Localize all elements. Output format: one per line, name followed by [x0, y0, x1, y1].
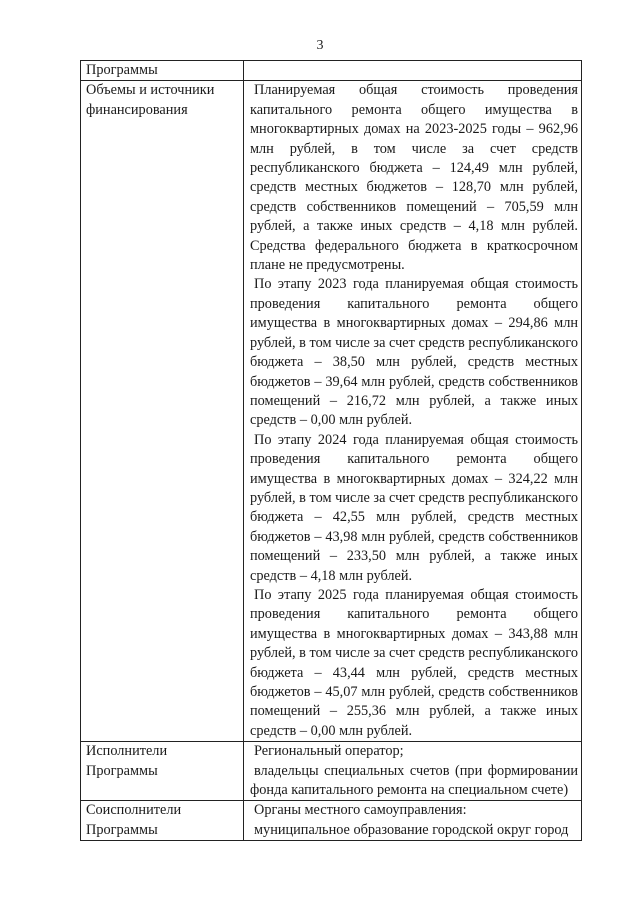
row-label: финансирования: [86, 101, 188, 118]
table-row: [81, 81, 582, 742]
financing-2025-paragraph: По этапу 2025 года планируемая общая стоимость проведения капитального ремонта общего имущества в многоквартирных домах – 343,88 млн рублей, в том числе за счет средств республиканского бюджета – 43,44 млн рублей, средств местных бюджетов – 45,07 млн рублей, средств собственников помещений – 255,36 млн рублей, а также иных средств – 0,00 млн рублей.: [250, 586, 578, 739]
financing-total-paragraph: Планируемая общая стоимость проведения капитального ремонта общего имущества в многоквартирных домах на 2023-2025 годы – 962,96 млн рублей, в том числе за счет средств республиканского бюджета – 124,49 млн рублей, средств местных бюджетов – 128,70 млн рублей, средств собственников помещений – 705,59 млн рублей, а также иных средств – 4,18 млн рублей. Средства федерального бюджета в краткосрочном плане не предусмотрены.: [250, 82, 578, 274]
row-label-cell: [81, 742, 244, 801]
row-label-cell: [81, 61, 244, 81]
row-content-cell: [244, 742, 582, 801]
row-label-cell: [81, 81, 244, 742]
program-passport-table: [80, 60, 582, 841]
row-label: Объемы и источники: [86, 82, 215, 99]
row-content-cell: [244, 61, 582, 81]
executors-text: Региональный оператор;: [254, 743, 404, 760]
row-label: Программы: [86, 762, 158, 779]
table-row: [81, 742, 582, 801]
executors-text: владельцы специальных счетов (при формировании фонда капитального ремонта на специальном счете): [250, 762, 578, 799]
row-label: Соисполнители: [86, 802, 182, 819]
row-content-cell: [244, 81, 582, 742]
row-label: Программы: [86, 821, 158, 838]
page-number: 3: [316, 38, 324, 53]
table-row: [81, 61, 582, 81]
row-label: Исполнители: [86, 743, 168, 760]
financing-2023-paragraph: По этапу 2023 года планируемая общая стоимость проведения капитального ремонта общего имущества в многоквартирных домах – 294,86 млн рублей, в том числе за счет средств республиканского бюджета – 38,50 млн рублей, средств местных бюджетов – 39,64 млн рублей, средств собственников помещений – 216,72 млн рублей, а также иных средств – 0,00 млн рублей.: [250, 276, 578, 429]
row-label-cell: [81, 801, 244, 841]
financing-2024-paragraph: По этапу 2024 года планируемая общая стоимость проведения капитального ремонта общего имущества в многоквартирных домах – 324,22 млн рублей, в том числе за счет средств республиканского бюджета – 42,55 млн рублей, средств местных бюджетов – 43,98 млн рублей, средств собственников помещений – 233,50 млн рублей, а также иных средств – 4,18 млн рублей.: [250, 431, 578, 584]
row-content-cell: [244, 801, 582, 841]
row-label: Программы: [86, 62, 158, 78]
co-executors-text: Органы местного самоуправления:: [254, 802, 467, 819]
table-row: [81, 801, 582, 841]
co-executors-text: муниципальное образование городской округ город: [254, 821, 569, 838]
